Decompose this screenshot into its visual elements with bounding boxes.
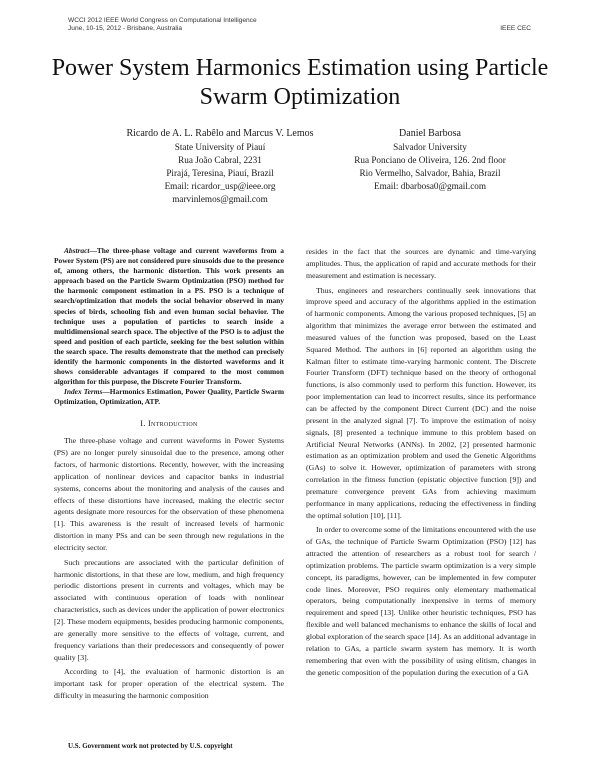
- paragraph: Thus, engineers and researchers continually seek innovations that improve speed and accuracy of the algorithms applied in the estimation of harmonic components. Among the various proposed techniques, [5] an algorithm that minimizes the average error between the estimated and measured values of the function was proposed, based on the Least Squared Method. The authors in [6] reported an algorithm using the Kalman filter to estimate time-varying harmonic content. The Discrete Fourier Transform (DFT) technique based on the theory of orthogonal functions, is also commonly used to perform this function. However, its poor implementation can lead to incorrect results, since its performance can be affected by the component Direct Current (DC) and the noise present in the analyzed signal [7]. To improve the estimation of noisy signals, [8] presented a technique immune to this problem based on Artificial Neural Networks (ANNs). In 2002, [2] presented harmonic estimation as an optimization problem and used the Genetic Algorithms (GAs) to solve it. However, optimization of parameters with strong correlation in the fitness function (epistatic objective function [9]) and premature convergence prevent GAs from achieving maximum performance in many applications, reducing the effectiveness in finding the optimal solution [10], [11].: [306, 285, 536, 520]
- section-title: Introduction: [148, 418, 198, 428]
- section-heading: [54, 418, 284, 430]
- index-terms-text: —Harmonics Estimation, Power Quality, Particle Swarm Optimization, Optimization, ATP.: [54, 387, 284, 407]
- author-block-right: [330, 127, 530, 193]
- conference-tag: IEEE CEC: [500, 25, 531, 32]
- paragraph: Such precautions are associated with the particular definition of harmonic distortions, in that these are low, medium, and high frequency periodic distortions present in currents and voltages, which may be associated with continuous operation of loads with nonlinear characteristics, such as devices under the application of power electronics [2]. These modern equipments, besides producing harmonic components, are generally more sensitive to the effects of voltage, current, and frequency variations than their predecessors and consequently of power quality [3].: [54, 557, 284, 662]
- abstract-text: —The three-phase voltage and current waveforms from a Power System (PS) are not considered pure sinusoids due to the presence of, among others, the harmonic distortion. This work presents an approach based on the Particle Swarm Optimization (PSO) method for the harmonic component estimation in a PS. PSO is a technique of search/optimization that models the social behavior observed in many species of birds, schooling fish and even human social behavior. The technique uses a population of particles to search inside a multidimensional search space. The objective of the PSO is to adjust the speed and position of each particle, seeking for the best solution within the search space. The results demonstrate that the method can precisely identify the harmonic components in the distorted waveforms and it shows considerable advantages if compared to the most common algorithm for this purpose, the Discrete Fourier Transform.: [54, 246, 284, 387]
- paper-title: [40, 54, 560, 112]
- right-column: [306, 246, 536, 678]
- left-column: [54, 246, 284, 702]
- conference-date-location: June, 10-15, 2012 - Brisbane, Australia: [68, 25, 182, 32]
- author-street: Rua Ponciano de Oliveira, 126. 2nd floor: [354, 155, 506, 165]
- author-city: Rio Vermelho, Salvador, Bahia, Brazil: [359, 168, 501, 178]
- author-street: Rua João Cabral, 2231: [178, 155, 262, 165]
- author-name: Daniel Barbosa: [399, 128, 461, 139]
- paragraph: In order to overcome some of the limitations encountered with the use of GAs, the technique of Particle Swarm Optimization (PSO) [12] has attracted the attention of researchers as a robust tool for search / optimization problems. The particle swarm optimization is a very simple concept, its paradigms, however, can be implemented in few computer code lines. Moreover, PSO requires only elementary mathematical operators, being computationally inexpensive in terms of memory requirement and speed [13]. Unlike other heuristic techniques, PSO has flexible and well balanced mechanisms to enhance the skills of local and global exploration of the search space [14]. As an additional advantage in relation to GAs, a particle swarm system has memory. It is worth remembering that even with the possibility of using elitism, changes in the genetic composition of the population during the execution of a GA: [306, 525, 536, 677]
- author-affiliation: Salvador University: [393, 142, 467, 152]
- author-email: Email: ricardor_usp@ieee.org: [164, 181, 276, 191]
- title-line-2: Swarm Optimization: [199, 84, 401, 110]
- paragraph: According to [4], the evaluation of harmonic distortion is an important task for proper operation of the electrical system. The difficulty in measuring the harmonic composition: [54, 667, 284, 701]
- conference-header: [68, 17, 531, 33]
- paragraph: resides in the fact that the sources are dynamic and time-varying amplitudes. Thus, the application of rapid and accurate methods for their measurement and estimation is necessary.: [306, 247, 536, 280]
- abstract: [54, 246, 284, 387]
- abstract-label: Abstract: [64, 246, 90, 255]
- author-affiliation: State University of Piauí: [174, 142, 266, 152]
- author-names: Ricardo de A. L. Rabêlo and Marcus V. Lemos: [126, 128, 314, 139]
- title-line-1: Power System Harmonics Estimation using Particle: [51, 55, 549, 81]
- index-terms: [54, 387, 284, 407]
- paragraph: The three-phase voltage and current waveforms in Power Systems (PS) are no longer purely sinusoidal due to the presence, among other factors, of harmonic distortions. Recently, however, with the increasing application of nonlinear devices and capacitor banks in industrial systems, concerns about the monitoring and analysis of the causes and effects of these distortions have increased, making the electric sector agents designate more resources for the observation of these phenomena [1]. This awareness is the result of increased levels of harmonic distortion in many PSs and can be seen through new regulations in the electricity sector.: [54, 436, 284, 552]
- author-email-2: marvinlemos@gmail.com: [172, 194, 268, 204]
- index-terms-label: Index Terms: [64, 387, 103, 397]
- author-email: Email: dbarbosa0@gmail.com: [373, 181, 487, 191]
- conference-name: WCCI 2012 IEEE World Congress on Computational Intelligence: [68, 17, 257, 24]
- copyright-footer: U.S. Government work not protected by U.S. copyright: [68, 742, 233, 750]
- author-block-left: [100, 127, 340, 206]
- author-city: Pirajá, Teresina, Piauí, Brazil: [166, 168, 274, 178]
- section-number: I.: [140, 418, 146, 428]
